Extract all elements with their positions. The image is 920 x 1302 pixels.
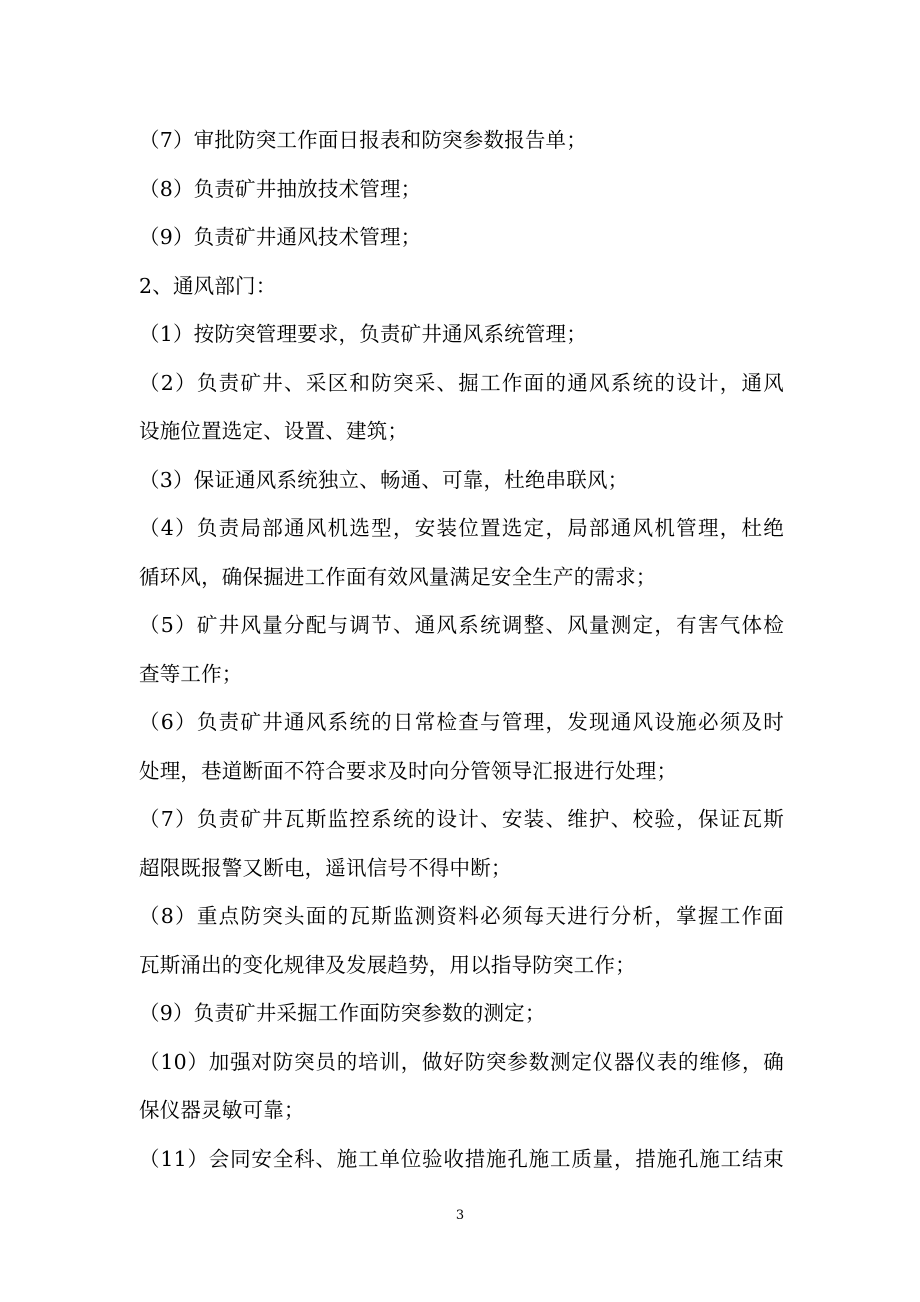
text-line: （8）负责矿井抽放技术管理； <box>139 176 422 201</box>
text-line: （6）负责矿井通风系统的日常检查与管理，发现通风设施必须及时 <box>139 710 784 734</box>
text-line: （4）负责局部通风机选型，安装位置选定，局部通风机管理，杜绝 <box>139 516 784 540</box>
text-line: （7）负责矿井瓦斯监控系统的设计、安装、维护、校验，保证瓦斯 <box>139 807 784 831</box>
text-line: （10）加强对防突员的培训，做好防突参数测定仪器仪表的维修，确 <box>139 1049 784 1074</box>
text-line: （9）负责矿井通风技术管理； <box>139 225 422 249</box>
body-text <box>139 116 784 1183</box>
text-line: 处理，巷道断面不符合要求及时向分管领导汇报进行处理； <box>139 758 678 783</box>
text-line: 循环风，确保掘进工作面有效风量满足安全生产的需求； <box>139 564 657 589</box>
text-line: 设施位置选定、设置、建筑； <box>139 419 409 443</box>
page-number: 3 <box>455 1208 465 1223</box>
text-line: （9）负责矿井采掘工作面防突参数的测定； <box>139 1001 546 1025</box>
text-line: （11）会同安全科、施工单位验收措施孔施工质量，措施孔施工结束 <box>139 1146 784 1171</box>
text-line: 2、通风部门： <box>139 273 277 298</box>
text-line: （1）按防突管理要求，负责矿井通风系统管理； <box>139 322 587 346</box>
text-line: （5）矿井风量分配与调节、通风系统调整、风量测定，有害气体检 <box>139 613 784 637</box>
text-line: 瓦斯涌出的变化规律及发展趋势，用以指导防突工作； <box>139 952 636 977</box>
text-line: 查等工作； <box>139 661 243 686</box>
text-line: （8）重点防突头面的瓦斯监测资料必须每天进行分析，掌握工作面 <box>139 904 784 928</box>
text-line: （3）保证通风系统独立、畅通、可靠，杜绝串联风； <box>139 467 629 492</box>
text-line: 保仪器灵敏可靠； <box>139 1098 305 1122</box>
text-line: （2）负责矿井、采区和防突采、掘工作面的通风系统的设计，通风 <box>139 370 784 395</box>
text-line: 超限既报警又断电，遥讯信号不得中断； <box>139 855 512 880</box>
text-line: （7）审批防突工作面日报表和防突参数报告单； <box>139 128 587 152</box>
